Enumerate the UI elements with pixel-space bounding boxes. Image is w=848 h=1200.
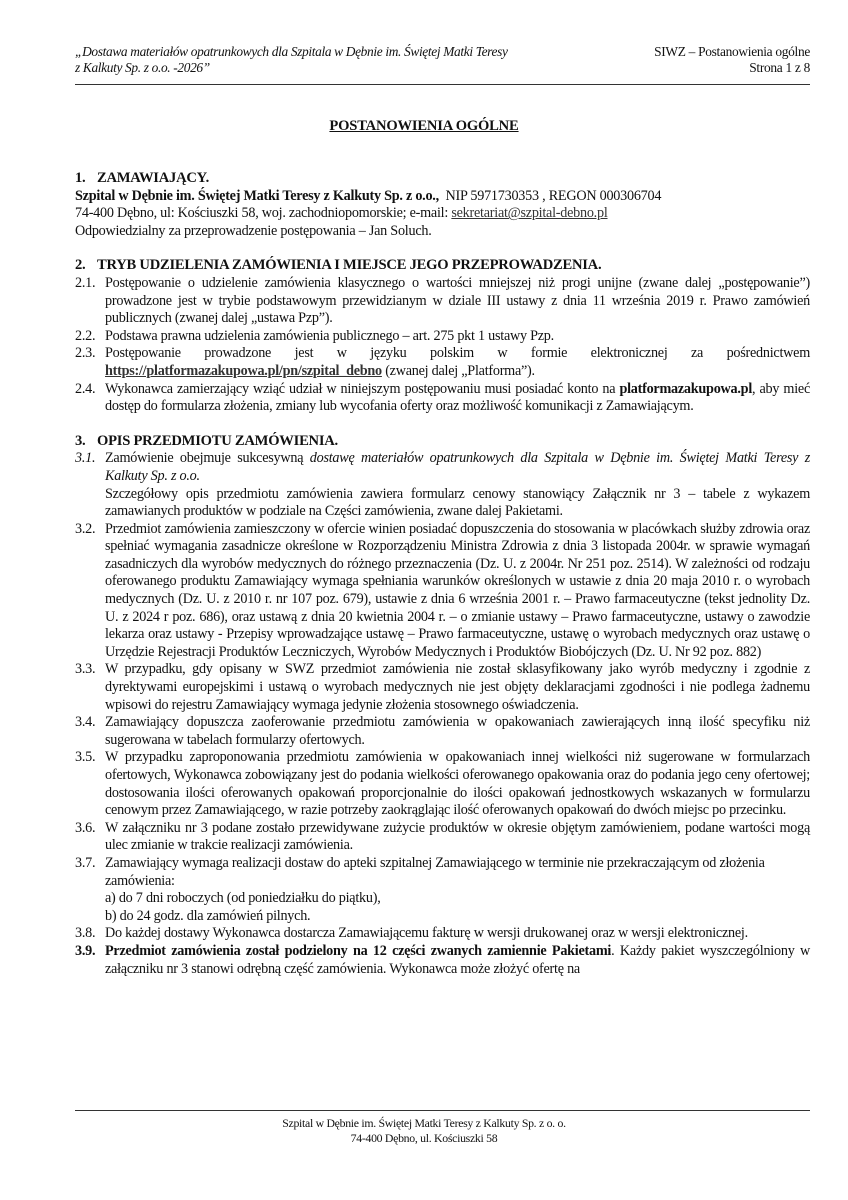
clause-number: 3.3. [75, 661, 96, 678]
clause-2-4 [75, 381, 810, 416]
clause-text-after: (zwanej dalej „Platforma”). [381, 362, 535, 379]
header-tender-title [75, 44, 508, 76]
clause-3-8 [75, 925, 810, 943]
clause-number: 3.7. [75, 854, 96, 871]
section-title: OPIS PRZEDMIOTU ZAMÓWIENIA. [97, 432, 338, 449]
clause-3-9 [75, 943, 810, 978]
clause-number: 3.4. [75, 714, 96, 731]
section-heading [75, 170, 810, 188]
clause-text-after: . Każdy pakiet wyszczególniony w załączniku nr 3 stanowi odrębną część zamówienia. Wykonawca może złożyć ofertę na [105, 942, 810, 977]
clause-text: W przypadku, gdy opisany w SWZ przedmiot zamówienia nie został sklasyfikowany jako wyrób medyczny i zgodnie z dyrektywami europejskimi i ustawą o wyrobach medycznych nie jest objęty deklaracjami zgodności i nie podlega żadnemu wpisowi do rejestru Zamawiający wymaga jedynie złożenia stosownego oświadczenia. [105, 661, 810, 713]
section-heading [75, 433, 810, 451]
address-text: 74-400 Dębno, ul: Kościuszki 58, woj. zachodniopomorskie; e-mail: [75, 205, 452, 222]
clause-number: 3.2. [75, 520, 96, 537]
clause-number: 2.2. [75, 327, 96, 344]
org-ids: NIP 5971730353 , REGON 000306704 [445, 187, 662, 204]
clause-text-bold: Przedmiot zamówienia został podzielony na 12 części zwanych zamiennie Pakietami [105, 942, 612, 959]
section-number: 3. [75, 432, 86, 449]
clause-text: Podstawa prawna udzielenia zamówienia publicznego – art. 275 pkt 1 ustawy Pzp. [105, 327, 554, 344]
footer-divider [75, 1110, 810, 1111]
header-left-line-2: z Kalkuty Sp. z o.o. -2026” [75, 60, 210, 75]
page-header [75, 44, 810, 85]
clause-number: 2.4. [75, 380, 96, 397]
footer-address: 74-400 Dębno, ul. Kościuszki 58 [350, 1131, 498, 1145]
clause-number: 3.5. [75, 749, 96, 766]
clause-number: 3.9. [75, 942, 96, 959]
clause-text: Zamawiający dopuszcza zaoferowanie przedmiotu zamówienia w opakowaniach zawierających inną ilość specyfiku niż sugerowana w tabelach formularzy ofertowych. [105, 714, 810, 748]
section-2 [75, 257, 810, 415]
header-doc-info [654, 44, 810, 76]
clause-2-1 [75, 275, 810, 328]
clause-number: 3.6. [75, 819, 96, 836]
page-footer [0, 1116, 848, 1146]
clause-text: Zamawiający wymaga realizacji dostaw do apteki szpitalnej Zamawiającego w terminie nie przekraczającym od złożenia zamówienia: [105, 854, 765, 889]
email-link[interactable]: sekretariat@szpital-debno.pl [451, 205, 608, 222]
platform-name: platformazakupowa.pl [619, 380, 753, 397]
section-number: 1. [75, 170, 86, 186]
section-title: TRYB UDZIELENIA ZAMÓWIENIA I MIEJSCE JEGO PRZEPROWADZENIA. [97, 257, 602, 274]
clause-3-1 [75, 450, 810, 520]
clause-3-5 [75, 749, 810, 819]
clause-2-2 [75, 328, 810, 346]
page-number: Strona 1 z 8 [749, 60, 810, 75]
clause-3-6 [75, 820, 810, 855]
clause-number: 2.1. [75, 274, 96, 291]
delivery-term-standard: a) do 7 dni roboczych (od poniedziałku do piątku), [105, 890, 381, 907]
clause-3-2 [75, 521, 810, 662]
clause-subject-italic: dostawę materiałów opatrunkowych dla Szpitala w Dębnie im. Świętej Matki Teresy z Kalkuty Sp. z o.o. [105, 450, 810, 484]
header-doc-section: SIWZ – Postanowienia ogólne [654, 44, 810, 59]
clause-number: 3.8. [75, 925, 96, 942]
clause-number: 3.1. [75, 450, 96, 467]
clause-text: Zamówienie obejmuje sukcesywną [105, 450, 310, 467]
clause-text: Przedmiot zamówienia zamieszczony w ofercie winien posiadać dopuszczenia do stosowania w placówkach służby zdrowia oraz spełniać wymagania zasadnicze określone w Rozporządzeniu Ministra Zdrowia z dnia 3 listopada 2004r. w sprawie wymagań zasadniczych dla wyrobów medycznych do różnego przeznaczenia (Dz. U. z 2004r. Nr 251 poz. 2514). W zależności od rodzaju oferowanego produktu Zamawiający wymaga spełniania warunków określonych w ustawie z dnia 20 maja 2010 r. o wyrobach medycznych (Dz. U. z 2010 r. nr 107 poz. 679), ustawie z dnia 6 września 2001 r. – Prawo farmaceutyczne (tekst jednolity Dz. U. z 2024 r poz. 686), oraz ustawą z dnia 20 kwietnia 2004 r. – o zmianie ustawy – Prawo farmaceutyczne, ustawy o zawodzie lekarza oraz ustawy - Przepisy wprowadzające ustawę – Prawo farmaceutyczne, ustawę o wyrobach medycznych oraz ustawę o Urzędzie Rejestracji Produktów Leczniczych, Wyrobów Medycznych i Produktów Biobójczych (Dz. U. Nr 92 poz. 882) [105, 520, 810, 660]
clause-text: Do każdej dostawy Wykonawca dostarcza Zamawiającemu fakturę w wersji drukowanej oraz w wersji elektronicznej. [105, 925, 748, 942]
document-body [75, 170, 810, 978]
section-number: 2. [75, 257, 86, 274]
clause-3-7 [75, 855, 810, 925]
clause-text-after: , aby mieć dostęp do formularza złożenia, zmiany lub wycofania oferty oraz możliwość komunikacji z Zamawiającym. [105, 380, 810, 415]
section-1 [75, 170, 810, 240]
clause-3-3 [75, 661, 810, 714]
platform-link[interactable]: https://platformazakupowa.pl/pn/szpital_debno [105, 362, 382, 379]
clause-paragraph-2: Szczegółowy opis przedmiotu zamówienia zawiera formularz cenowy stanowiący Załącznik nr 3 – tabele z wykazem zamawianych produktów w podziale na Części zamówienia, zwane dalej Pakietami. [105, 485, 810, 520]
address-line [75, 205, 810, 223]
header-left-line-1: „Dostawa materiałów opatrunkowych dla Szpitala w Dębnie im. Świętej Matki Teresy [75, 44, 508, 59]
org-name: Szpital w Dębnie im. Świętej Matki Teresy z Kalkuty Sp. z o.o., [75, 187, 439, 204]
footer-org-name: Szpital w Dębnie im. Świętej Matki Teresy z Kalkuty Sp. z o. o. [282, 1116, 566, 1130]
contracting-authority-line [75, 188, 810, 206]
delivery-term-urgent: b) do 24 godz. dla zamówień pilnych. [105, 907, 311, 924]
responsible-person: Odpowiedzialny za przeprowadzenie postępowania – Jan Soluch. [75, 222, 432, 239]
section-heading [75, 257, 810, 275]
clause-number: 2.3. [75, 345, 96, 362]
clause-2-3 [75, 345, 810, 380]
clause-text: Wykonawca zamierzający wziąć udział w niniejszym postępowaniu musi posiadać konto na [105, 380, 620, 397]
document-title: POSTANOWIENIA OGÓLNE [329, 118, 519, 134]
clause-text: W załączniku nr 3 podane zostało przewidywane zużycie produktów w okresie objętym zamówieniem, podane wartości mogą ulec zmianie w trakcie realizacji zamówienia. [105, 819, 810, 854]
clause-3-4 [75, 714, 810, 749]
section-3 [75, 433, 810, 978]
clause-text: W przypadku zaproponowania przedmiotu zamówienia w opakowaniach innej wielkości niż sugerowane w formularzach ofertowych, Wykonawca zobowiązany jest do podania wielkości oferowanego opakowania oraz do podania jego ceny ofertowej; dostosowania ilości oferowanych opakowań proporcjonalnie do ilości opakowań jednostkowych wskazanych w formularzu cenowym przez Zamawiającego, w razie potrzeby zaokrąglając ilość oferowanych opakowań do dwóch miejsc po przecinku. [105, 749, 810, 819]
section-title: ZAMAWIAJĄCY. [97, 170, 210, 186]
clause-text: Postępowanie o udzielenie zamówienia klasycznego o wartości mniejszej niż progi unijne (zwane dalej „postępowanie”) prowadzone jest w trybie podstawowym przewidzianym w dziale III ustawy z dnia 11 września 2019 r. Prawo zamówień publicznych (zwanej dalej „ustawa Pzp”). [105, 274, 810, 327]
clause-text: Postępowanie prowadzone jest w języku polskim w formie elektronicznej za pośrednictwem [105, 345, 810, 362]
